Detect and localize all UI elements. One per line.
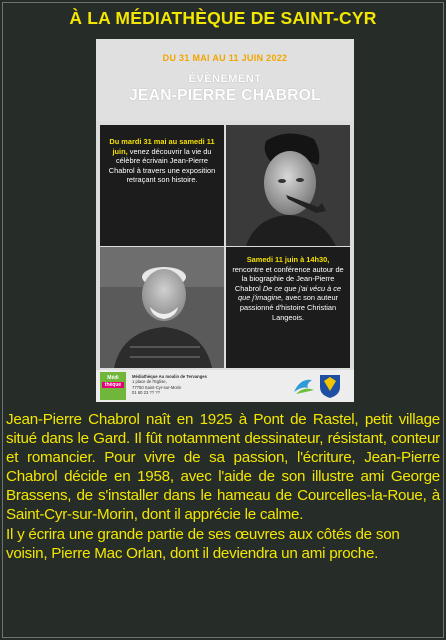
event-poster <box>96 39 354 402</box>
poster-grid <box>100 125 350 368</box>
article-paragraph-2: Il y écrira une grande partie de ses œuvres aux côtés de son voisin, Pierre Mac Orlan, dont il deviendra un ami proche. <box>6 525 400 562</box>
coat-of-arms-icon <box>318 373 342 399</box>
partner-logo-icon <box>292 374 316 398</box>
conference-text-before: rencontre et conférence autour de la biographie de Jean-Pierre Chabrol <box>232 264 344 293</box>
footer-addr1: 1 place de l'Eglise, <box>132 379 167 385</box>
poster-header <box>96 39 354 121</box>
poster-event-name: JEAN-PIERRE CHABROL <box>129 87 321 104</box>
poster-event-label: ÉVÈNEMENT <box>188 73 262 85</box>
chabrol-photo <box>226 125 350 246</box>
footer-phone: 01 60 23 ?? ?? <box>132 390 160 396</box>
langeois-portrait-image <box>100 247 224 368</box>
exhibition-dates: Du mardi 31 mai au samedi 11 juin, <box>109 137 215 156</box>
logo-line1: Médi <box>107 375 119 381</box>
conference-date: Samedi 11 juin à 14h30, <box>246 255 330 264</box>
page-title: À LA MÉDIATHÈQUE DE SAINT-CYR <box>69 8 377 28</box>
logo-line2: thèque <box>102 382 124 388</box>
langeois-photo <box>100 247 224 368</box>
conference-info <box>226 247 350 368</box>
exhibition-description: venez découvrir la vie du célèbre écrivain Jean-Pierre Chabrol à travers une exposition retraçant son histoire. <box>108 146 216 185</box>
article-text <box>6 410 440 563</box>
footer-address <box>132 374 242 396</box>
footer-addr2: 77750 Saint-Cyr-sur-Morin <box>132 384 182 390</box>
exhibition-info <box>100 125 224 246</box>
mediatheque-logo <box>100 372 126 400</box>
article-paragraph-1: Jean-Pierre Chabrol naît en 1925 à Pont de Rastel, petit village situé dans le Gard. Il fût notamment dessinateur, résistant, conteur et romancier. Pour vivre de sa passion, l'écriture, Jean-Pierre Chabrol décide en 1958, avec l'aide de son illustre ami George Brassens, de s'installer dans le hameau de Courcelles-la-Roue, à Saint-Cyr-sur-Morin, dont il apprécie le calme. <box>6 411 440 524</box>
poster-footer <box>96 370 354 402</box>
conference-text-after: avec son auteur passionné d'histoire Christian Langeois. <box>239 293 339 322</box>
poster-dates: DU 31 MAI AU 11 JUIN 2022 <box>162 53 288 63</box>
chabrol-portrait-image <box>226 125 350 246</box>
book-title: De ce que j'ai vécu à ce que j'imagine, <box>237 283 342 303</box>
footer-name: Médiathèque Au moulin de Tervanges <box>132 374 207 379</box>
